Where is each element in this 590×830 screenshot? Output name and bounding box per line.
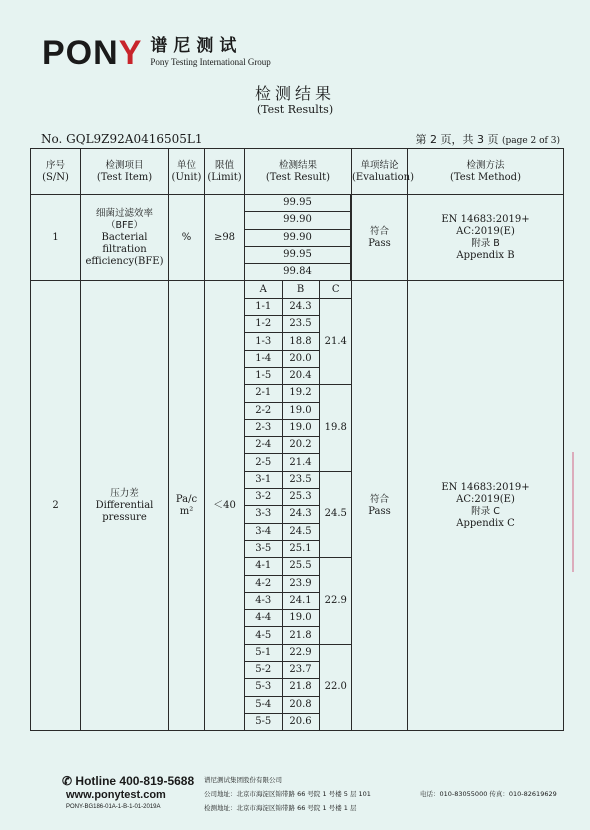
footer-company: 谱尼测试集团股份有限公司 xyxy=(204,776,282,784)
table-row-pressure xyxy=(31,281,564,731)
measurement-cell: 24.3 xyxy=(282,506,319,523)
measurement-cell: 19.0 xyxy=(282,419,319,436)
logo-chinese-name: 谱尼测试 xyxy=(150,36,243,56)
col-b-header: B xyxy=(282,281,319,298)
measurement-cell: 25.1 xyxy=(282,540,319,557)
sample-id-cell: 2-3 xyxy=(245,419,282,436)
logo-word: PON xyxy=(42,34,119,72)
header-sn: 序号 (S/N) xyxy=(31,149,81,195)
sample-id-cell: 4-4 xyxy=(245,610,282,627)
pressure-test-item: 压力差 Differential pressure xyxy=(81,281,169,731)
pony-logo xyxy=(42,36,271,70)
bfe-results-list xyxy=(245,195,351,280)
report-number: No. GQL9Z92A0416505L1 xyxy=(41,132,203,146)
measurement-cell: 20.8 xyxy=(282,696,319,713)
sample-id-cell: 2-5 xyxy=(245,454,282,471)
seal-stamp-fragment xyxy=(572,452,590,572)
sample-id-cell: 2-1 xyxy=(245,385,282,402)
col-c-header: C xyxy=(319,281,352,298)
sample-id-cell: 1-3 xyxy=(245,333,282,350)
measurement-cell: 19.0 xyxy=(282,610,319,627)
footer-company-address: 公司地址：北京市海淀区锦带路 66 号院 1 号楼 5 层 101 xyxy=(204,790,371,798)
header-test-item: 检测项目 (Test Item) xyxy=(81,149,169,195)
sample-id-cell: 3-1 xyxy=(245,471,282,488)
measurement-cell: 21.8 xyxy=(282,627,319,644)
footer-hotline: ✆ Hotline 400-819-5688 xyxy=(62,774,195,788)
footer-website[interactable]: www.ponytest.com xyxy=(66,789,166,801)
pressure-unit: Pa/c m² xyxy=(169,281,205,731)
sample-id-cell: 5-2 xyxy=(245,662,282,679)
sample-id-cell: 4-2 xyxy=(245,575,282,592)
pressure-sn: 2 xyxy=(31,281,81,731)
footer-form-code: PONY-BG186-01A-1-B-1-01-2019A xyxy=(66,804,161,810)
bfe-results xyxy=(245,195,352,281)
bfe-result-5: 99.84 xyxy=(245,264,351,281)
bfe-test-item: 细菌过滤效率 （BFE） Bacterial filtration efficiency(BFE) xyxy=(81,195,169,281)
header-test-result: 检测结果 (Test Result) xyxy=(245,149,352,195)
col-a-header: A xyxy=(245,281,282,298)
table-row xyxy=(245,385,352,402)
sample-id-cell: 4-1 xyxy=(245,558,282,575)
header-unit: 单位 (Unit) xyxy=(169,149,205,195)
table-row xyxy=(245,558,352,575)
footer-tel-fax: 电话：010-83055000 传真：010-82619629 xyxy=(420,790,557,798)
title-english: (Test Results) xyxy=(256,103,334,116)
header-limit: 限值 (Limit) xyxy=(205,149,245,195)
bfe-unit: % xyxy=(169,195,205,281)
sample-id-cell: 2-4 xyxy=(245,437,282,454)
sample-id-cell: 3-5 xyxy=(245,540,282,557)
title-chinese: 检测结果 xyxy=(254,84,335,103)
page-indicator xyxy=(415,131,560,147)
group-average-cell: 21.4 xyxy=(319,298,352,384)
measurement-cell: 21.8 xyxy=(282,679,319,696)
bfe-limit: ≥98 xyxy=(205,195,245,281)
measurement-cell: 20.6 xyxy=(282,713,319,730)
measurement-cell: 23.5 xyxy=(282,316,319,333)
sample-id-cell: 3-2 xyxy=(245,489,282,506)
table-row xyxy=(245,298,352,315)
sample-id-cell: 1-1 xyxy=(245,298,282,315)
sample-id-cell: 1-5 xyxy=(245,367,282,384)
measurement-cell: 20.4 xyxy=(282,367,319,384)
table-row-bfe xyxy=(31,195,564,281)
measurement-cell: 23.9 xyxy=(282,575,319,592)
pressure-results-grid xyxy=(245,281,352,730)
sample-id-cell: 5-3 xyxy=(245,679,282,696)
footer-test-address: 检测地址：北京市海淀区锦带路 66 号院 1 号楼 1 层 xyxy=(204,804,357,812)
measurement-cell: 19.2 xyxy=(282,385,319,402)
measurement-cell: 20.2 xyxy=(282,437,319,454)
table-row xyxy=(245,471,352,488)
pressure-limit: ＜40 xyxy=(205,281,245,731)
pressure-evaluation: 符合 Pass xyxy=(352,281,408,731)
sample-id-cell: 5-4 xyxy=(245,696,282,713)
bfe-result-3: 99.90 xyxy=(245,229,351,246)
header-test-method: 检测方法 (Test Method) xyxy=(408,149,564,195)
measurement-cell: 24.3 xyxy=(282,298,319,315)
bfe-test-method: EN 14683:2019+ AC:2019(E) 附录 B Appendix B xyxy=(408,195,564,281)
sample-id-cell: 1-2 xyxy=(245,316,282,333)
sample-id-cell: 1-4 xyxy=(245,350,282,367)
phone-icon: ✆ xyxy=(62,774,73,788)
bfe-evaluation: 符合 Pass xyxy=(352,195,408,281)
measurement-cell: 22.9 xyxy=(282,644,319,661)
sample-id-cell: 4-5 xyxy=(245,627,282,644)
group-average-cell: 22.0 xyxy=(319,644,352,730)
bfe-result-4: 99.95 xyxy=(245,246,351,263)
measurement-cell: 25.3 xyxy=(282,489,319,506)
bfe-sn: 1 xyxy=(31,195,81,281)
pressure-results xyxy=(245,281,352,731)
table-row xyxy=(245,644,352,661)
sample-id-cell: 3-3 xyxy=(245,506,282,523)
measurement-cell: 20.0 xyxy=(282,350,319,367)
table-header-row xyxy=(31,149,564,195)
measurement-cell: 24.5 xyxy=(282,523,319,540)
bfe-result-1: 99.95 xyxy=(245,195,351,212)
header-evaluation: 单项结论 (Evaluation) xyxy=(352,149,408,195)
measurement-cell: 23.7 xyxy=(282,662,319,679)
logo-english-name: Pony Testing International Group xyxy=(150,57,271,67)
page-indicator-en: (page 2 of 3) xyxy=(501,136,560,146)
page-indicator-cn: 第 2 页，共 3 页 xyxy=(415,133,499,146)
measurement-cell: 25.5 xyxy=(282,558,319,575)
group-average-cell: 19.8 xyxy=(319,385,352,471)
pressure-grid-header xyxy=(245,281,352,298)
measurement-cell: 18.8 xyxy=(282,333,319,350)
sample-id-cell: 5-5 xyxy=(245,713,282,730)
sample-id-cell: 2-2 xyxy=(245,402,282,419)
group-average-cell: 22.9 xyxy=(319,558,352,644)
bfe-result-2: 99.90 xyxy=(245,212,351,229)
measurement-cell: 23.5 xyxy=(282,471,319,488)
results-table xyxy=(30,148,564,731)
measurement-cell: 21.4 xyxy=(282,454,319,471)
sample-id-cell: 3-4 xyxy=(245,523,282,540)
logo-y-letter: Y xyxy=(118,34,143,72)
sample-id-cell: 4-3 xyxy=(245,592,282,609)
measurement-cell: 19.0 xyxy=(282,402,319,419)
sample-id-cell: 5-1 xyxy=(245,644,282,661)
group-average-cell: 24.5 xyxy=(319,471,352,557)
pressure-test-method: EN 14683:2019+ AC:2019(E) 附录 C Appendix C xyxy=(408,281,564,731)
measurement-cell: 24.1 xyxy=(282,592,319,609)
